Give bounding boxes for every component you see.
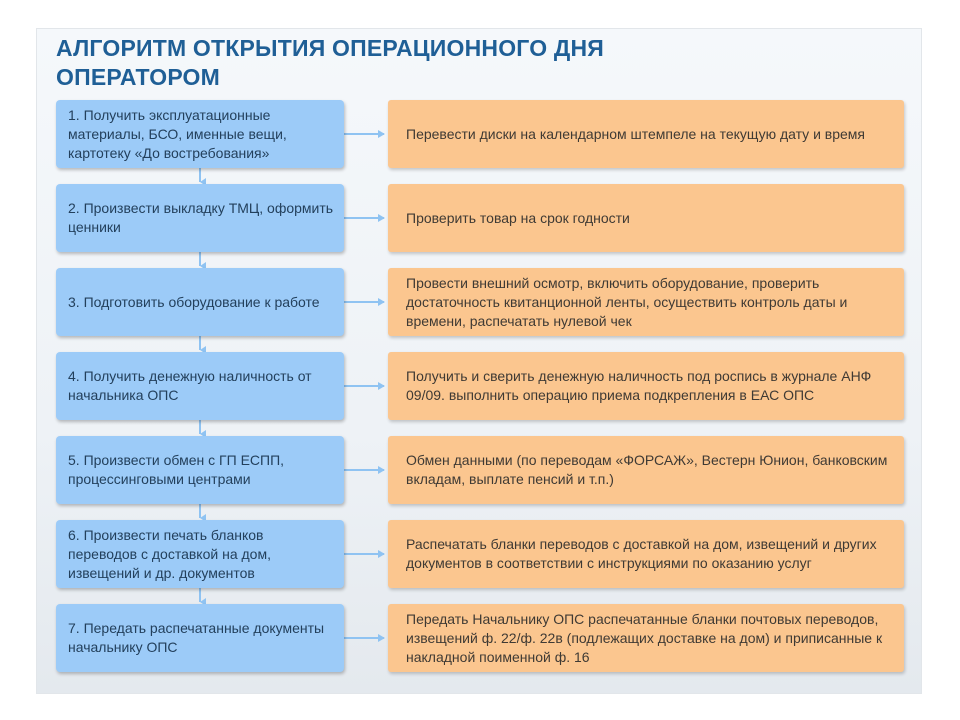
action-box-5 [388, 436, 904, 504]
action-label: Распечатать бланки переводов с доставкой на дом, извещений и других документов в соответствии с инструкциями по оказанию услуг [406, 536, 877, 571]
page-title: АЛГОРИТМ ОТКРЫТИЯ ОПЕРАЦИОННОГО ДНЯ ОПЕРАТОРОМ [56, 35, 605, 90]
step-label: 1. Получить эксплуатационные материалы, БСО, именные вещи, картотеку «До востребования» [68, 106, 287, 161]
step-label: 6. Произвести печать бланков переводов с доставкой на дом, извещений и др. документов [68, 526, 271, 581]
action-label: Обмен данными (по переводам «ФОРСАЖ», Вестерн Юнион, банковским вкладам, выплате пенсий и т.п.) [406, 452, 888, 487]
action-label: Проверить товар на срок годности [406, 209, 630, 226]
action-box-7 [388, 604, 904, 672]
step-box-1 [56, 100, 344, 168]
step-label: 2. Произвести выкладку ТМЦ, оформить ценники [68, 200, 334, 235]
step-box-5 [56, 436, 344, 504]
action-box-3 [388, 268, 904, 336]
step-box-6 [56, 520, 344, 588]
step-box-7 [56, 604, 344, 672]
action-label: Передать Начальнику ОПС распечатанные бланки почтовых переводов, извещений ф. 22/ф. 22в (подлежащих доставке на дом) и приписанные к накладной поименной ф. 16 [406, 610, 883, 665]
step-label: 5. Произвести обмен с ГП ЕСПП, процессинговыми центрами [68, 452, 285, 487]
step-box-2 [56, 184, 344, 252]
step-box-3 [56, 268, 344, 336]
action-label: Провести внешний осмотр, включить оборудование, проверить достаточность квитанционной ленты, осуществить контроль даты и времени, распечатать нулевой чек [406, 274, 848, 329]
action-label: Получить и сверить денежную наличность под роспись в журнале АНФ 09/09. выполнить операцию приема подкрепления в ЕАС ОПС [406, 368, 872, 403]
action-box-2 [388, 184, 904, 252]
step-label: 4. Получить денежную наличность от начальника ОПС [68, 368, 312, 403]
action-box-6 [388, 520, 904, 588]
step-box-4 [56, 352, 344, 420]
step-label: 3. Подготовить оборудование к работе [68, 293, 320, 310]
action-box-1 [388, 100, 904, 168]
action-label: Перевести диски на календарном штемпеле на текущую дату и время [406, 125, 865, 142]
step-label: 7. Передать распечатанные документы начальнику ОПС [68, 620, 325, 655]
action-box-4 [388, 352, 904, 420]
